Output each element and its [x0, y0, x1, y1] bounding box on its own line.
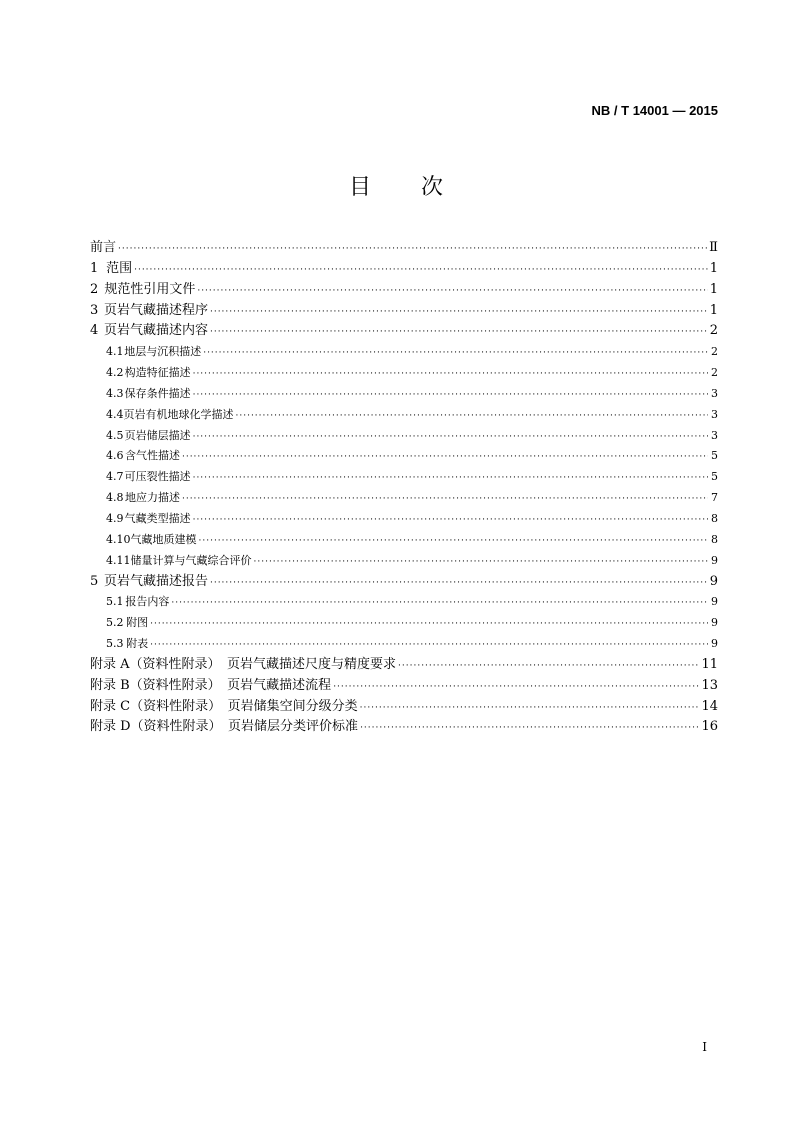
toc-entry-label: 气藏地质建模	[130, 532, 197, 546]
dot-leader	[182, 447, 708, 468]
dot-leader	[193, 468, 708, 489]
toc-entry-label: 附录 A（资料性附录） 页岩气藏描述尺度与精度要求	[90, 656, 397, 672]
toc-entry-label: 附表	[126, 637, 149, 651]
dot-leader	[236, 406, 709, 427]
toc-entry-page: 5	[711, 449, 718, 463]
toc-entry-4-11[interactable]	[90, 551, 718, 572]
toc-entry-foreword[interactable]	[90, 238, 718, 259]
dot-leader	[171, 593, 708, 614]
toc-entry-number: 5.3	[106, 637, 124, 651]
dot-leader	[199, 531, 709, 552]
toc-entry-appendix-b[interactable]	[90, 676, 718, 697]
toc-entry-page: 5	[711, 470, 718, 484]
toc-entry-label: 可压裂性描述	[124, 470, 191, 484]
toc-entry-page: 2	[709, 323, 718, 339]
toc-entry-page: 2	[711, 345, 718, 359]
toc-entry-label: 范围	[106, 260, 133, 276]
table-of-contents	[90, 238, 718, 738]
toc-entry-label: 储量计算与气藏综合评价	[130, 553, 252, 567]
toc-entry-page: 3	[711, 428, 718, 442]
toc-entry-label: 保存条件描述	[124, 386, 191, 400]
toc-entry-4-10[interactable]	[90, 530, 718, 551]
dot-leader	[150, 614, 708, 635]
toc-entry-page: Ⅱ	[709, 240, 718, 255]
toc-entry-page: 9	[711, 637, 718, 651]
toc-entry-page: 14	[701, 698, 718, 714]
toc-entry-4-2[interactable]	[90, 363, 718, 384]
standard-code: NB / T 14001 — 2015	[591, 103, 718, 118]
toc-entry-label: 页岩气藏描述报告	[103, 573, 208, 589]
dot-leader	[134, 260, 708, 281]
toc-entry-number: 4.3	[106, 386, 124, 400]
toc-entry-page: 9	[711, 595, 718, 609]
toc-entry-page: 9	[709, 573, 718, 589]
toc-entry-number: 4.6	[106, 449, 124, 463]
toc-entry-page: 9	[711, 553, 718, 567]
toc-entry-5-1[interactable]	[90, 592, 718, 613]
dot-leader	[360, 718, 699, 739]
toc-entry-number: 4.9	[106, 511, 124, 525]
toc-entry-label: 地应力描述	[124, 491, 180, 505]
toc-entry-label: 构造特征描述	[124, 366, 191, 380]
toc-entry-number: 4.8	[106, 491, 124, 505]
toc-entry-page: 11	[701, 656, 718, 672]
toc-entry-page: 2	[711, 366, 718, 380]
toc-entry-label: 附录 B（资料性附录） 页岩气藏描述流程	[90, 677, 332, 693]
toc-entry-label: 报告内容	[125, 595, 170, 609]
toc-entry-label: 附录 C（资料性附录） 页岩储集空间分级分类	[90, 698, 358, 714]
dot-leader	[360, 698, 700, 719]
toc-entry-label: 页岩气藏描述内容	[103, 323, 208, 339]
dot-leader	[118, 239, 707, 260]
dot-leader	[193, 364, 708, 385]
toc-entry-4-7[interactable]	[90, 467, 718, 488]
dot-leader	[193, 385, 708, 406]
toc-entry-number: 4.10	[106, 532, 131, 546]
dot-leader	[398, 656, 699, 677]
toc-entry-label: 规范性引用文件	[104, 281, 196, 297]
toc-entry-4-4[interactable]	[90, 405, 718, 426]
toc-entry-number: 4.7	[106, 470, 124, 484]
toc-entry-label: 页岩有机地球化学描述	[123, 407, 234, 421]
toc-entry-5-3[interactable]	[90, 634, 718, 655]
toc-entry-page: 7	[711, 491, 718, 505]
toc-entry-number: 5	[90, 573, 99, 589]
toc-entry-appendix-c[interactable]	[90, 697, 718, 718]
dot-leader	[193, 427, 708, 448]
toc-entry-number: 4	[90, 323, 99, 339]
toc-entry-page: 3	[711, 407, 718, 421]
toc-entry-label: 地层与沉积描述	[124, 345, 202, 359]
toc-entry-3[interactable]	[90, 301, 718, 322]
toc-entry-number: 3	[90, 302, 99, 318]
toc-entry-page: 8	[711, 511, 718, 525]
dot-leader	[203, 343, 708, 364]
toc-entry-number: 5.1	[106, 595, 124, 609]
page-title: 目 次	[348, 175, 445, 200]
toc-entry-number: 1	[90, 260, 99, 276]
toc-entry-4-8[interactable]	[90, 488, 718, 509]
dot-leader	[197, 281, 707, 302]
toc-entry-label: 附图	[126, 616, 149, 630]
toc-entry-page: 16	[701, 719, 718, 735]
toc-entry-number: 4.2	[106, 366, 124, 380]
toc-entry-number: 5.2	[106, 616, 124, 630]
dot-leader	[150, 635, 708, 656]
toc-entry-4-3[interactable]	[90, 384, 718, 405]
toc-entry-appendix-a[interactable]	[90, 655, 718, 676]
toc-entry-4-5[interactable]	[90, 426, 718, 447]
toc-entry-2[interactable]	[90, 280, 718, 301]
toc-entry-label: 页岩气藏描述程序	[103, 302, 208, 318]
toc-entry-number: 2	[90, 281, 99, 297]
dot-leader	[193, 510, 708, 531]
toc-entry-page: 1	[709, 302, 718, 318]
toc-entry-1[interactable]	[90, 259, 718, 280]
dot-leader	[210, 322, 708, 343]
toc-entry-number: 4.1	[106, 345, 124, 359]
toc-entry-label: 气藏类型描述	[124, 511, 191, 525]
page-number: I	[702, 1040, 707, 1054]
toc-entry-4-9[interactable]	[90, 509, 718, 530]
toc-entry-page: 9	[711, 616, 718, 630]
toc-entry-page: 8	[711, 532, 718, 546]
toc-entry-page: 1	[709, 281, 718, 297]
dot-leader	[254, 552, 709, 573]
toc-entry-number: 4.11	[106, 553, 131, 567]
dot-leader	[182, 489, 708, 510]
toc-entry-page: 1	[709, 260, 718, 276]
toc-entry-appendix-d[interactable]	[90, 717, 718, 738]
toc-entry-label: 含气性描述	[124, 449, 180, 463]
toc-entry-number: 4.4	[106, 407, 124, 421]
toc-entry-label: 前言	[90, 240, 117, 255]
toc-entry-4-1[interactable]	[90, 342, 718, 363]
toc-entry-label: 页岩储层描述	[124, 428, 191, 442]
dot-leader	[210, 302, 708, 323]
toc-entry-number: 4.5	[106, 428, 124, 442]
dot-leader	[210, 573, 708, 594]
toc-entry-page: 13	[701, 677, 718, 693]
toc-entry-4[interactable]	[90, 321, 718, 342]
toc-entry-5-2[interactable]	[90, 613, 718, 634]
toc-entry-4-6[interactable]	[90, 446, 718, 467]
toc-entry-5[interactable]	[90, 572, 718, 593]
toc-entry-label: 附录 D（资料性附录） 页岩储层分类评价标准	[90, 719, 359, 735]
toc-entry-page: 3	[711, 386, 718, 400]
dot-leader	[333, 677, 699, 698]
